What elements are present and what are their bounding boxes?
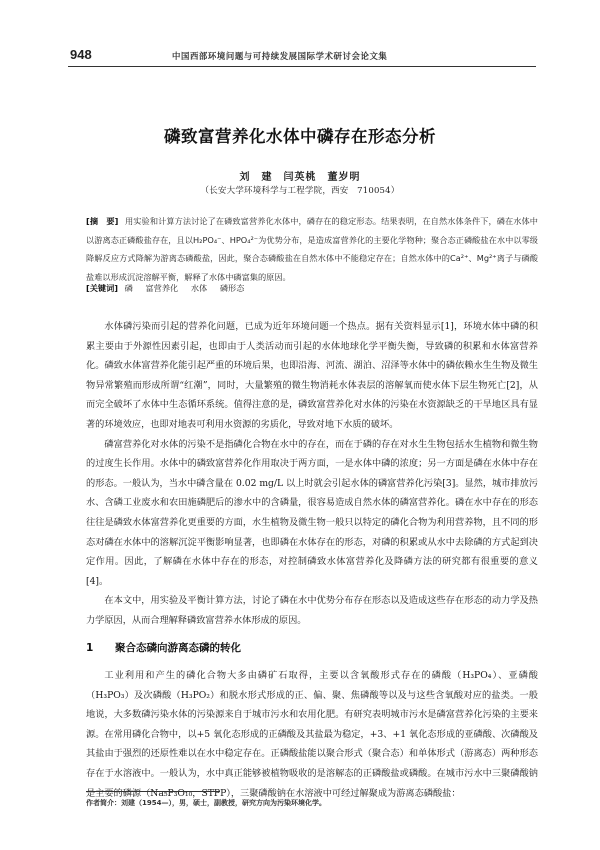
journal-title: 中国西部环境问题与可持续发展国际学术研讨会论文集 xyxy=(172,51,388,61)
body-paragraph: 在本文中，用实验及平衡计算方法，讨论了磷在水中优势分布存在形态以及造成这些存在形态的动力学及热力学原因，从而合理解释磷致富营养水体形成的原因。 xyxy=(86,595,538,626)
abstract-text: 用实验和计算方法讨论了在磷致富营养化水体中，磷存在的稳定形态。结果表明，在自然水体条件下，磷在水体中以游离态正磷酸盐存在，且以H₂PO₄⁻、HPO₄²⁻为优势分布，是造成富营养化的主要化学物种；聚合态正磷酸盐在水中以零级降解反应方式降解为游离态磷酸盐，因此，聚合态磷酸盐在自然水体中不能稳定存在；自然水体中的Ca²⁺、Mg²⁺离子与磷酸盐难以形成沉淀溶解平衡，解释了水体中磷富集的原因。 xyxy=(86,216,538,282)
keywords xyxy=(86,283,538,294)
body-paragraph: 水体磷污染而引起的营养化问题，已成为近年环境问题一个热点。据有关资料显示[1]，环境水体中磷的积累主要由于外源性因素引起，也即由于人类活动而引起的水体地球化学平衡失衡，导致磷的积累和水体富营养化。磷致水体富营养化能引起严重的环境后果，也即沿海、河流、湖泊、沼泽等水体中的磷依赖水生生物及微生物异常繁殖而形成所谓“红潮”，同时，大量繁殖的微生物消耗水体表层的溶解氧而使水体下层生物死亡[2]，从而完全破坏了水体中生态循环系统。值得注意的是，磷致富营养化对水体的污染在水资源缺乏的干旱地区具有显著的环境效应，也即对地表可利用水资源的劣质化，导致对地下水质的破坏。 xyxy=(86,321,538,430)
keyword: 磷 xyxy=(124,283,133,293)
abstract-label: [摘 要] xyxy=(86,216,119,226)
section-number: 1 xyxy=(86,641,94,654)
article-title: 磷致富营养化水体中磷存在形态分析 xyxy=(164,127,436,146)
abstract xyxy=(86,212,538,286)
running-header xyxy=(68,47,536,67)
footnote-divider xyxy=(86,791,220,792)
section-title: 聚合态磷向游离态磷的转化 xyxy=(114,641,241,654)
page-number: 948 xyxy=(70,47,92,62)
keywords-label: [关键词] xyxy=(86,283,119,293)
section-heading xyxy=(86,639,538,659)
author-footnote: 作者简介：刘建（1954—），男，硕士，副教授，研究方向为污染环境化学。 xyxy=(86,799,326,807)
body-paragraph: 磷富营养化对水体的污染不是指磷化合物在水中的存在，而在于磷的存在对水生生物包括水生植物和微生物的过度生长作用。水体中的磷致富营养化作用取决于两方面，一是水体中磷的浓度；另一方面是磷在水体中存在的形态。一般认为，当水中磷含量在 0.02 mg/L 以上时就会引起水体的磷富营养化污染[3]。显然，城市排放污水、含磷工业废水和农田施磷肥后的渗水中的含磷量，很容易造成自然水体的磷富营养化。磷在水中存在的形态往往是磷致水体富营养化更重要的方面，水生植物及微生物一般只以特定的磷化合物为利用营养物，且不同的形态对磷在水体中的溶解沉淀平衡影响显著，也即磷在水体存在的形态，对磷的积累或从水中去除磷的方式起到决定作用。因此，了解磷在水体中存在的形态，对控制磷致水体富营养化及降磷方法的研究都有很重要的意义[4]。 xyxy=(86,438,538,587)
article-body xyxy=(86,317,538,803)
body-paragraph: 工业利用和产生的磷化合物大多由磷矿石取得，主要以含氧酸形式存在的磷酸（H₃PO₄）、亚磷酸（H₃PO₃）及次磷酸（H₃PO₂）和脱水形式形成的正、偏、聚、焦磷酸等以及与这些含氧酸对应的盐类。一般地说，大多数磷污染水体的污染源来自于城市污水和农用化肥。有研究表明城市污水是磷富营养化污染的主要来源。在常用磷化合物中，以+5 氧化态形成的正磷酸及其盐最为稳定，+3、+1 氧化态形成的亚磷酸、次磷酸及其盐由于强烈的还原性难以在水中稳定存在。正磷酸盐能以聚合形式（聚合态）和单体形式（游离态）两种形态存在于水溶液中。一般认为，水中真正能够被植物吸收的是溶解态的正磷酸盐或磷酸。在城市污水中三聚磷酸钠是主要的磷源（Na₅P₃O₁₀，STPP），三聚磷酸钠在水溶液中可经过解聚成为游离态磷酸盐： xyxy=(86,670,538,799)
article-authors: 刘 建 闫英桃 董岁明 xyxy=(239,172,361,183)
keyword: 富营养化 xyxy=(145,283,179,293)
author-affiliation: （长安大学环境科学与工程学院，西安 710054） xyxy=(200,186,400,196)
keyword: 水体 xyxy=(190,283,208,293)
keyword: 磷形态 xyxy=(219,283,245,293)
